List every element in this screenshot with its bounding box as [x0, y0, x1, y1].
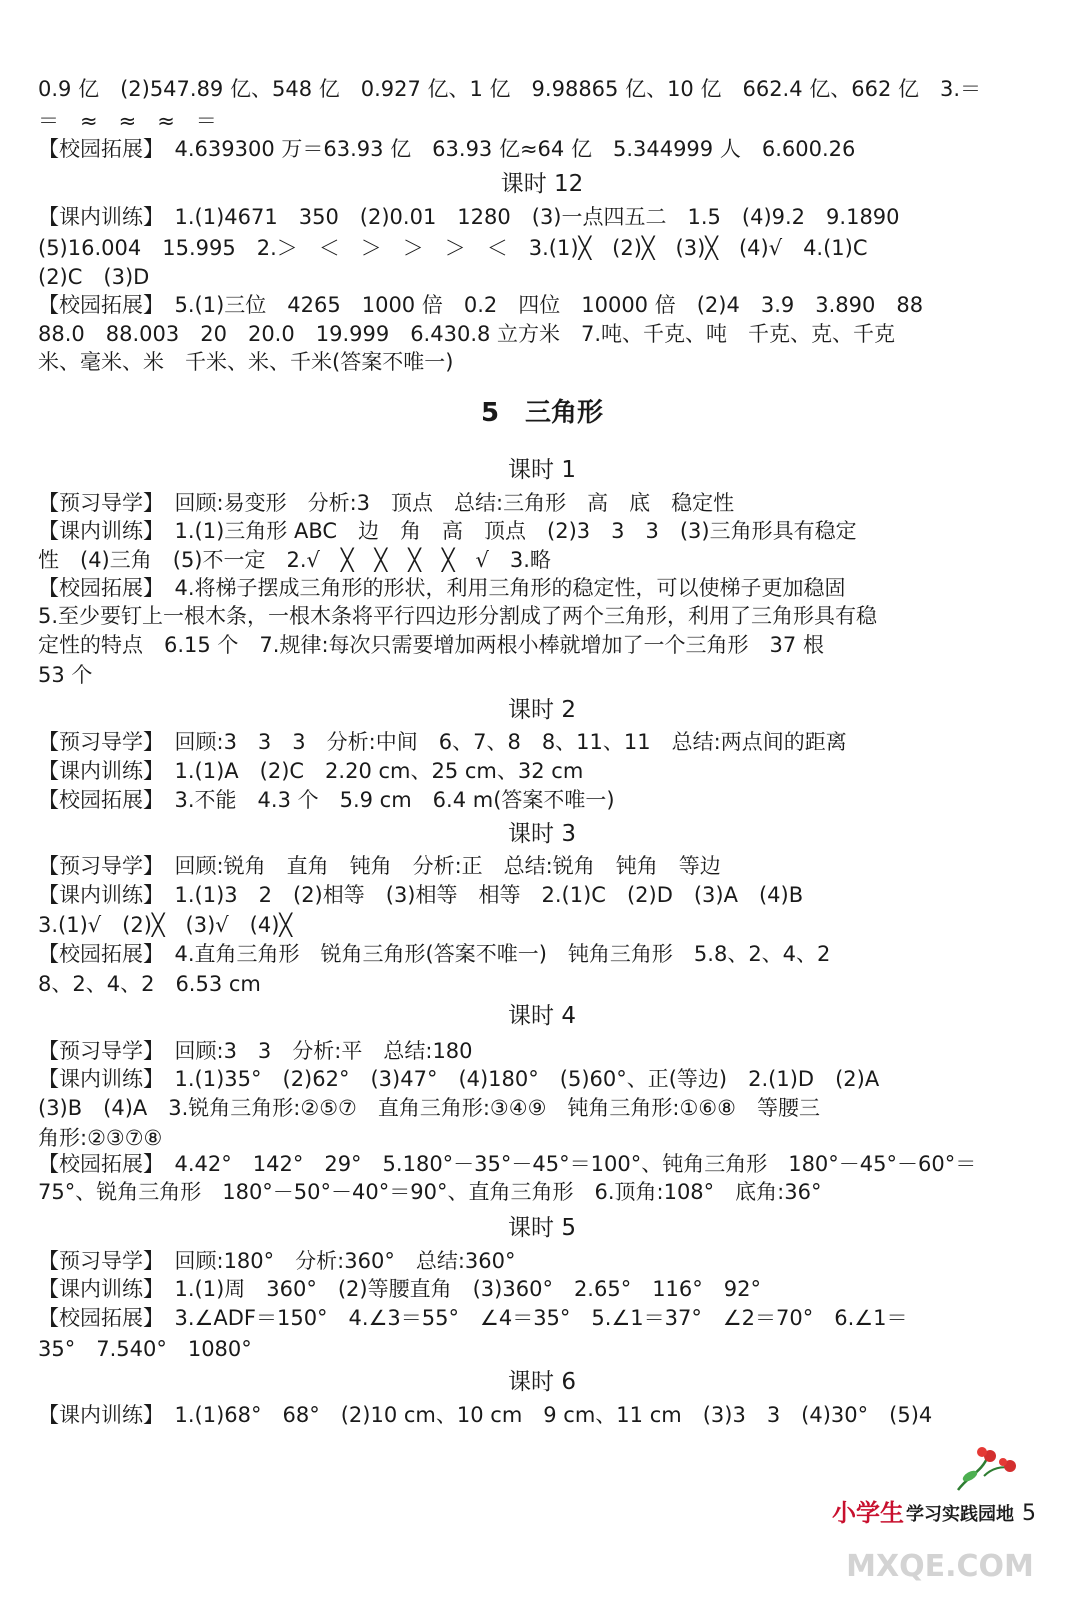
brand-name: 小学生	[832, 1499, 904, 1527]
text-line: 【预习导学】 回顾:3 3 分析:平 总结:180	[38, 1039, 473, 1063]
text-line: 【课内训练】 1.(1)68° 68° (2)10 cm、10 cm 9 cm、11 cm (3)3 3 (4)30° (5)4	[38, 1403, 933, 1427]
text-line: 75°、锐角三角形 180°－50°－40°＝90°、直角三角形 6.顶角:108° 底角:36°	[38, 1180, 822, 1204]
text-line: 角形:②③⑦⑧	[38, 1126, 163, 1150]
text-line: 3.(1)√ (2)╳ (3)√ (4)╳	[38, 913, 293, 937]
watermark-text: MXQE.COM	[846, 1549, 1034, 1584]
page-number: 5	[1022, 1501, 1036, 1526]
text-line: 性 (4)三角 (5)不一定 2.√ ╳ ╳ ╳ ╳ √ 3.略	[38, 548, 551, 572]
text-line: 定性的特点 6.15 个 7.规律:每次只需要增加两根小棒就增加了一个三角形 37 根	[38, 633, 824, 657]
text-line: 【校园拓展】 4.42° 142° 29° 5.180°－35°－45°＝100°、钝角三角形 180°－45°－60°＝	[38, 1152, 977, 1176]
text-line: 【课内训练】 1.(1)4671 350 (2)0.01 1280 (3)一点四五二 1.5 (4)9.2 9.1890	[38, 205, 900, 229]
text-line: 【课内训练】 1.(1)3 2 (2)相等 (3)相等 相等 2.(1)C (2)D (3)A (4)B	[38, 883, 804, 907]
chapter-title: 5 三角形	[480, 398, 604, 428]
text-line: ＝ ≈ ≈ ≈ ＝	[38, 109, 217, 133]
text-line: 5.至少要钉上一根木条，一根木条将平行四边形分割成了两个三角形，利用了三角形具有稳	[38, 604, 878, 628]
text-line: 53 个	[38, 663, 93, 687]
text-line: 88.0 88.003 20 20.0 19.999 6.430.8 立方米 7.吨、千克、吨 千克、克、千克	[38, 322, 896, 346]
section-title: 课时 1	[508, 457, 576, 483]
watermark-logo	[810, 1520, 1070, 1590]
text-line: 【预习导学】 回顾:3 3 3 分析:中间 6、7、8 8、11、11 总结:两点间的距离	[38, 730, 847, 754]
text-line: 【课内训练】 1.(1)35° (2)62° (3)47° (4)180° (5)60°、正(等边) 2.(1)D (2)A	[38, 1067, 880, 1091]
text-line: 0.9 亿 (2)547.89 亿、548 亿 0.927 亿、1 亿 9.98865 亿、10 亿 662.4 亿、662 亿 3.＝	[38, 77, 982, 101]
flower-icon	[948, 1446, 1018, 1494]
section-title: 课时 12	[500, 171, 584, 197]
text-line: 米、毫米、米 千米、米、千米(答案不唯一)	[38, 350, 454, 374]
section-title: 课时 2	[508, 697, 576, 723]
text-line: 【预习导学】 回顾:180° 分析:360° 总结:360°	[38, 1249, 516, 1273]
text-line: (5)16.004 15.995 2.＞ ＜ ＞ ＞ ＞ ＜ 3.(1)╳ (2)╳ (3)╳ (4)√ 4.(1)C	[38, 236, 868, 260]
text-line: 【校园拓展】 3.不能 4.3 个 5.9 cm 6.4 m(答案不唯一)	[38, 788, 615, 812]
section-title: 课时 4	[508, 1003, 576, 1029]
text-line: 【课内训练】 1.(1)周 360° (2)等腰直角 (3)360° 2.65° 116° 92°	[38, 1277, 762, 1301]
text-line: 35° 7.540° 1080°	[38, 1337, 252, 1361]
text-line: 【预习导学】 回顾:锐角 直角 钝角 分析:正 总结:锐角 钝角 等边	[38, 854, 721, 878]
section-title: 课时 6	[508, 1369, 576, 1395]
text-line: (2)C (3)D	[38, 265, 150, 289]
text-line: 【校园拓展】 4.直角三角形 锐角三角形(答案不唯一) 钝角三角形 5.8、2、4、2	[38, 942, 831, 966]
brand-subtitle: 学习实践园地	[906, 1504, 1014, 1525]
text-line: 【预习导学】 回顾:易变形 分析:3 顶点 总结:三角形 高 底 稳定性	[38, 491, 735, 515]
section-title: 课时 5	[508, 1215, 576, 1241]
text-line: 【课内训练】 1.(1)三角形 ABC 边 角 高 顶点 (2)3 3 3 (3)三角形具有稳定	[38, 519, 857, 543]
text-line: 【校园拓展】 5.(1)三位 4265 1000 倍 0.2 四位 10000 倍 (2)4 3.9 3.890 88	[38, 293, 924, 317]
text-line: 【课内训练】 1.(1)A (2)C 2.20 cm、25 cm、32 cm	[38, 759, 584, 783]
text-line: 8、2、4、2 6.53 cm	[38, 972, 261, 996]
section-title: 课时 3	[508, 821, 576, 847]
text-line: 【校园拓展】 4.639300 万＝63.93 亿 63.93 亿≈64 亿 5.344999 人 6.600.26	[38, 137, 856, 161]
text-line: 【校园拓展】 3.∠ADF＝150° 4.∠3＝55° ∠4＝35° 5.∠1＝37° ∠2＝70° 6.∠1＝	[38, 1306, 908, 1330]
text-line: 【校园拓展】 4.将梯子摆成三角形的形状，利用三角形的稳定性，可以使梯子更加稳固	[38, 576, 846, 600]
text-line: (3)B (4)A 3.锐角三角形:②⑤⑦ 直角三角形:③④⑨ 钝角三角形:①⑥⑧ 等腰三	[38, 1096, 820, 1120]
